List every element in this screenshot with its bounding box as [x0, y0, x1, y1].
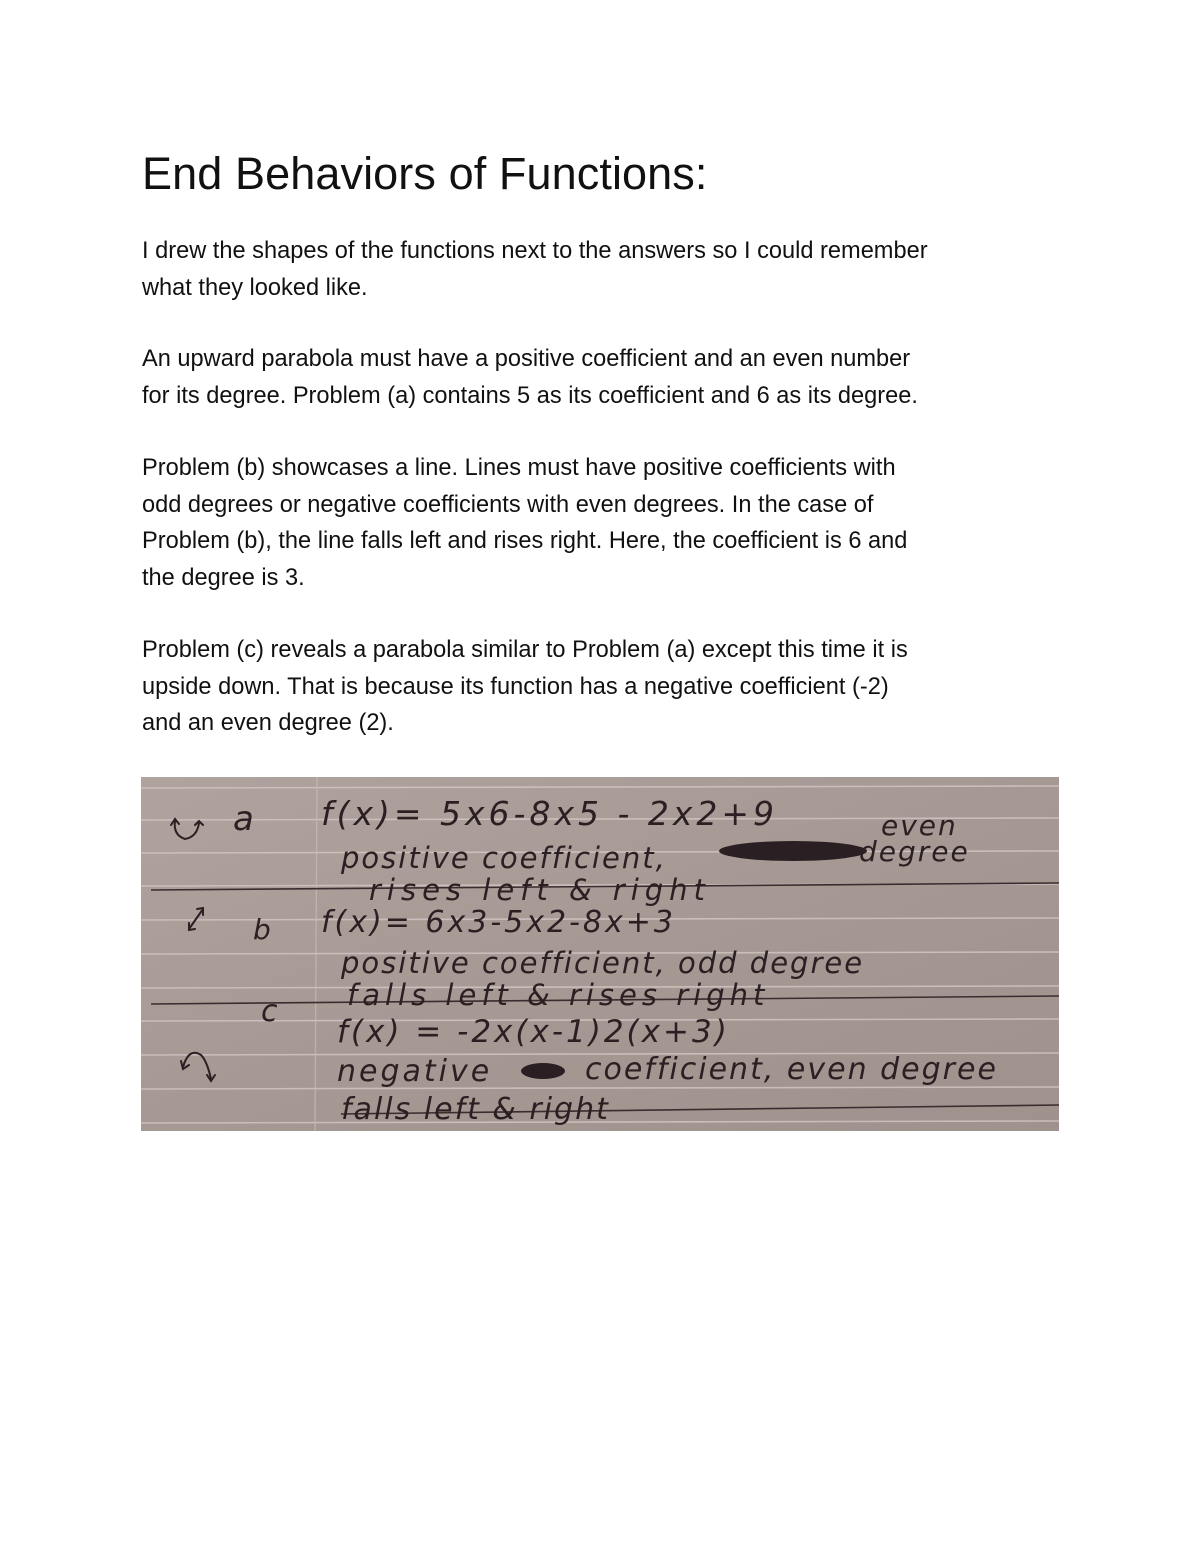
- paragraph-line: what they looked like.: [142, 274, 368, 301]
- note-c-description-negative: negative: [337, 1054, 493, 1089]
- paragraph-line: An upward parabola must have a positive coefficient and an even number: [142, 346, 911, 372]
- note-b-behavior: falls left & rises right: [347, 978, 770, 1012]
- note-label-c: c: [261, 994, 278, 1029]
- paragraph-problem-c: [142, 632, 1072, 742]
- note-c-behavior: falls left & right: [341, 1092, 610, 1127]
- paragraph-line: upside down. That is because its function has a negative coefficient (-2): [142, 673, 889, 700]
- paragraph-line: and an even degree (2).: [142, 710, 394, 736]
- note-a-behavior: rises left & right: [369, 873, 711, 907]
- scribble-mark: [521, 1063, 565, 1079]
- paragraph-line: Problem (b), the line falls left and rises right. Here, the coefficient is 6 and: [142, 528, 908, 554]
- note-label-b: b: [253, 913, 271, 946]
- note-a-description: positive coefficient,: [341, 841, 667, 875]
- scribble-mark: [719, 841, 867, 861]
- note-a-function: f(x)= 5x6-8x5 - 2x2+9: [321, 794, 779, 833]
- note-c-function: f(x) = -2x(x-1)2(x+3): [337, 1014, 730, 1050]
- note-a-side-note-degree: degree: [859, 835, 970, 868]
- note-c-description-rest: coefficient, even degree: [585, 1052, 998, 1087]
- paragraph-problem-b: [142, 450, 1072, 596]
- paragraph-line: Problem (c) reveals a parabola similar to Problem (a) except this time it is: [142, 637, 908, 663]
- page-title: End Behaviors of Functions:: [142, 148, 708, 199]
- paragraph-intro: [142, 233, 1072, 306]
- note-b-description: positive coefficient, odd degree: [341, 946, 865, 980]
- note-label-a: a: [233, 799, 254, 839]
- handwritten-notes-photo: [141, 777, 1059, 1131]
- paragraph-problem-a: [142, 341, 1072, 414]
- note-b-function: f(x)= 6x3-5x2-8x+3: [321, 905, 676, 940]
- paragraph-line: the degree is 3.: [142, 564, 305, 591]
- note-a-side-note-even: even: [881, 809, 958, 842]
- paragraph-line: I drew the shapes of the functions next to the answers so I could remember: [142, 238, 928, 264]
- paragraph-line: odd degrees or negative coefficients with even degrees. In the case of: [142, 491, 874, 518]
- paragraph-line: for its degree. Problem (a) contains 5 as its coefficient and 6 as its degree.: [142, 382, 918, 409]
- paragraph-line: Problem (b) showcases a line. Lines must have positive coefficients with: [142, 455, 896, 481]
- notes-photo-svg: [141, 777, 1059, 1131]
